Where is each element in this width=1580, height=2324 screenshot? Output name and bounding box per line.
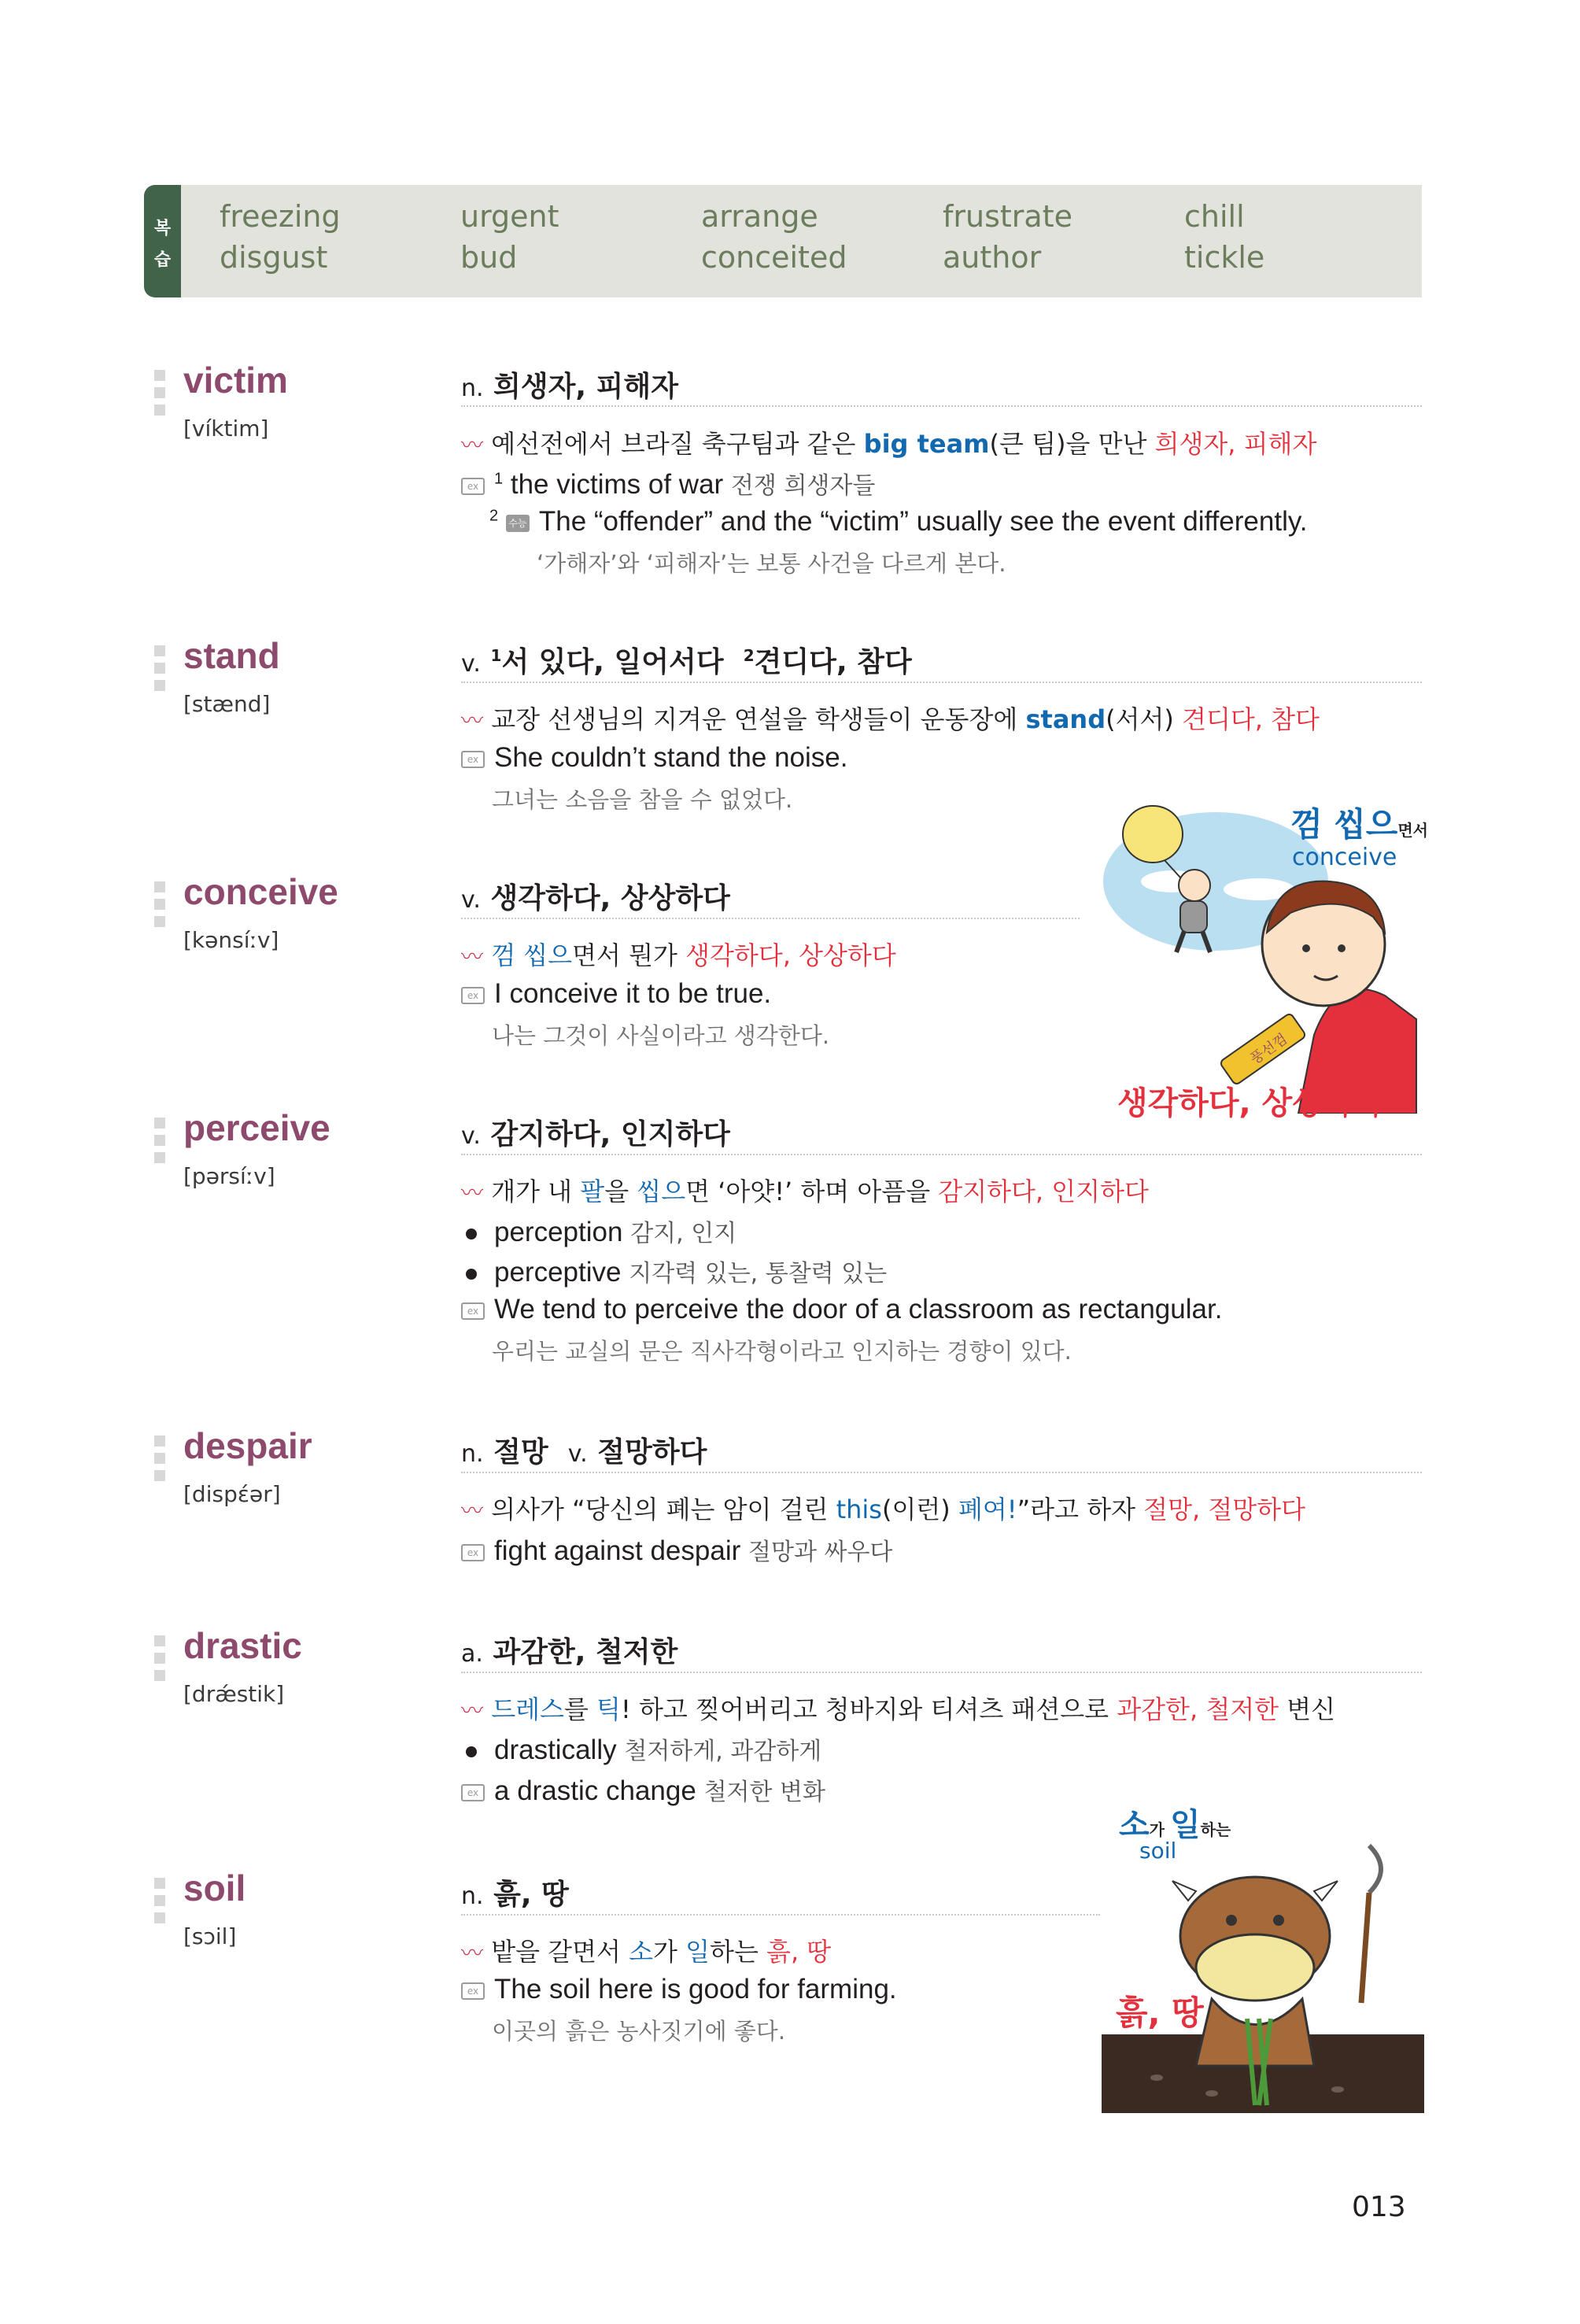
review-word: disgust	[220, 240, 328, 275]
mnemonic: 〰 개가 내 팔을 씹으면 ‘아얏!’ 하며 아픔을 감지하다, 인지하다	[461, 1177, 1149, 1206]
page-number: 013	[1352, 2191, 1406, 2223]
conceive-illustration	[1102, 799, 1428, 1121]
headword: drastic	[183, 1625, 302, 1666]
translation: 그녀는 소음을 참을 수 없었다.	[492, 786, 793, 813]
pronunciation: [sɔil]	[183, 1923, 237, 1949]
derivative: drastically 철저하게, 과감하게	[461, 1731, 821, 1766]
entry-marker	[154, 1118, 165, 1169]
example-icon: ex	[461, 1302, 485, 1320]
derivative: perception 감지, 인지	[461, 1214, 736, 1248]
mnemonic: 〰 예선전에서 브라질 축구팀과 같은 big team(큰 팀)을 만난 희생자, 피해자	[461, 429, 1317, 459]
pronunciation: [pərsíːv]	[183, 1163, 275, 1189]
illus-caption-en: soil	[1139, 1838, 1177, 1864]
bullet-icon	[466, 1746, 477, 1757]
definition: n. 절망 v. 절망하다	[461, 1436, 707, 1469]
headword: victim	[183, 360, 288, 401]
divider	[461, 918, 1080, 919]
example-icon: ex	[461, 1544, 485, 1561]
review-word: chill	[1184, 199, 1245, 234]
mnemonic: 〰 교장 선생님의 지겨운 연설을 학생들이 운동장에 stand(서서) 견디다, 참다	[461, 704, 1320, 734]
divider	[461, 682, 1422, 683]
entry-marker	[154, 1435, 165, 1487]
mnemonic: 〰 드레스를 틱! 하고 찢어버리고 청바지와 티셔츠 패션으로 과감한, 철저한 변신	[461, 1694, 1336, 1724]
mnemonic-arrow-icon: 〰	[461, 1698, 484, 1724]
headword: perceive	[183, 1107, 330, 1148]
review-word: arrange	[701, 199, 818, 234]
review-word: author	[943, 240, 1042, 275]
translation: ‘가해자’와 ‘피해자’는 보통 사건을 다르게 본다.	[537, 550, 1006, 577]
mnemonic-arrow-icon: 〰	[461, 708, 484, 733]
divider	[461, 1472, 1422, 1473]
illus-caption: 소가 일하는	[1119, 1807, 1231, 1843]
definition: n. 흙, 땅	[461, 1879, 569, 1911]
example: ex She couldn’t stand the noise.	[461, 742, 847, 774]
translation: 나는 그것이 사실이라고 생각한다.	[492, 1022, 830, 1049]
example: ex We tend to perceive the door of a classroom as rectangular.	[461, 1294, 1222, 1325]
illus-caption-en: conceive	[1292, 844, 1397, 871]
example: ex a drastic change 철저한 변화	[461, 1772, 825, 1807]
headword: soil	[183, 1868, 246, 1908]
definition: a. 과감한, 철저한	[461, 1636, 678, 1668]
example-icon: ex	[461, 987, 485, 1004]
divider	[461, 405, 1422, 407]
pronunciation: [víktim]	[183, 416, 269, 442]
review-word: tickle	[1184, 240, 1265, 275]
example-icon: ex	[461, 1982, 485, 2000]
entry-marker	[154, 370, 165, 422]
review-word: freezing	[220, 199, 341, 234]
headword: stand	[183, 635, 280, 676]
review-tab-bottom: 습	[153, 250, 172, 270]
example: ex The soil here is good for farming.	[461, 1974, 897, 2005]
pronunciation: [stænd]	[183, 691, 271, 717]
definition: v. 생각하다, 상상하다	[461, 882, 730, 914]
example-icon: ex	[461, 478, 485, 495]
review-word: urgent	[460, 199, 559, 234]
illus-caption: 껌 씹으면서	[1290, 805, 1428, 844]
headword: conceive	[183, 871, 338, 912]
divider	[461, 1154, 1422, 1155]
headword: despair	[183, 1425, 312, 1466]
mnemonic-arrow-icon: 〰	[461, 432, 484, 458]
review-word: bud	[460, 240, 518, 275]
definition: v. 감지하다, 인지하다	[461, 1118, 730, 1151]
definition: n. 희생자, 피해자	[461, 371, 678, 403]
exam-icon: 수능	[506, 515, 530, 532]
review-word: frustrate	[943, 199, 1072, 234]
example: $^2$ 수능 The “offender” and the “victim” usually see the event differently.	[489, 506, 1308, 537]
mnemonic: 〰 껌 씹으면서 뭔가 생각하다, 상상하다	[461, 940, 896, 970]
example-icon: ex	[461, 751, 485, 768]
entry-marker	[154, 1635, 165, 1687]
entry-marker	[154, 645, 165, 697]
soil-illustration	[1102, 1798, 1424, 2113]
bullet-icon	[466, 1229, 477, 1240]
svg-text:풍선껌: 풍선껌	[1247, 1030, 1290, 1068]
review-box	[144, 185, 1422, 297]
pronunciation: [drǽstik]	[183, 1681, 285, 1707]
bullet-icon	[466, 1269, 477, 1280]
mnemonic: 〰 밭을 갈면서 소가 일하는 흙, 땅	[461, 1937, 832, 1967]
divider	[461, 1914, 1100, 1916]
mnemonic: 〰 의사가 “당신의 폐는 암이 걸린 this(이런) 폐여!”라고 하자 절망, 절망하다	[461, 1495, 1305, 1524]
review-word: conceited	[701, 240, 847, 275]
entry-marker	[154, 1878, 165, 1930]
mnemonic-arrow-icon: 〰	[461, 1940, 484, 1966]
translation: 우리는 교실의 문은 직사각형이라고 인지하는 경향이 있다.	[492, 1338, 1072, 1365]
review-tab-top: 복	[153, 219, 172, 238]
pronunciation: [dispɛ́ər]	[183, 1481, 281, 1507]
example: ex fight against despair 절망과 싸우다	[461, 1532, 892, 1567]
illus-caption-meaning: 흙, 땅	[1116, 1993, 1204, 2032]
review-tab	[144, 185, 181, 297]
example: ex $^1$ the victims of war 전쟁 희생자들	[461, 466, 875, 501]
derivative: perceptive 지각력 있는, 통찰력 있는	[461, 1254, 887, 1288]
illus-caption-meaning: 생각하다, 상상하다	[1117, 1085, 1384, 1121]
definition: v. $^1$서 있다, 일어서다 $^2$견디다, 참다	[461, 646, 912, 678]
mnemonic-arrow-icon: 〰	[461, 944, 484, 970]
entry-marker	[154, 881, 165, 933]
translation: 이곳의 흙은 농사짓기에 좋다.	[492, 2018, 786, 2045]
pronunciation: [kənsíːv]	[183, 927, 279, 953]
example: ex I conceive it to be true.	[461, 978, 771, 1010]
example-icon: ex	[461, 1784, 485, 1801]
mnemonic-arrow-icon: 〰	[461, 1180, 484, 1206]
mnemonic-arrow-icon: 〰	[461, 1498, 484, 1524]
divider	[461, 1672, 1422, 1673]
